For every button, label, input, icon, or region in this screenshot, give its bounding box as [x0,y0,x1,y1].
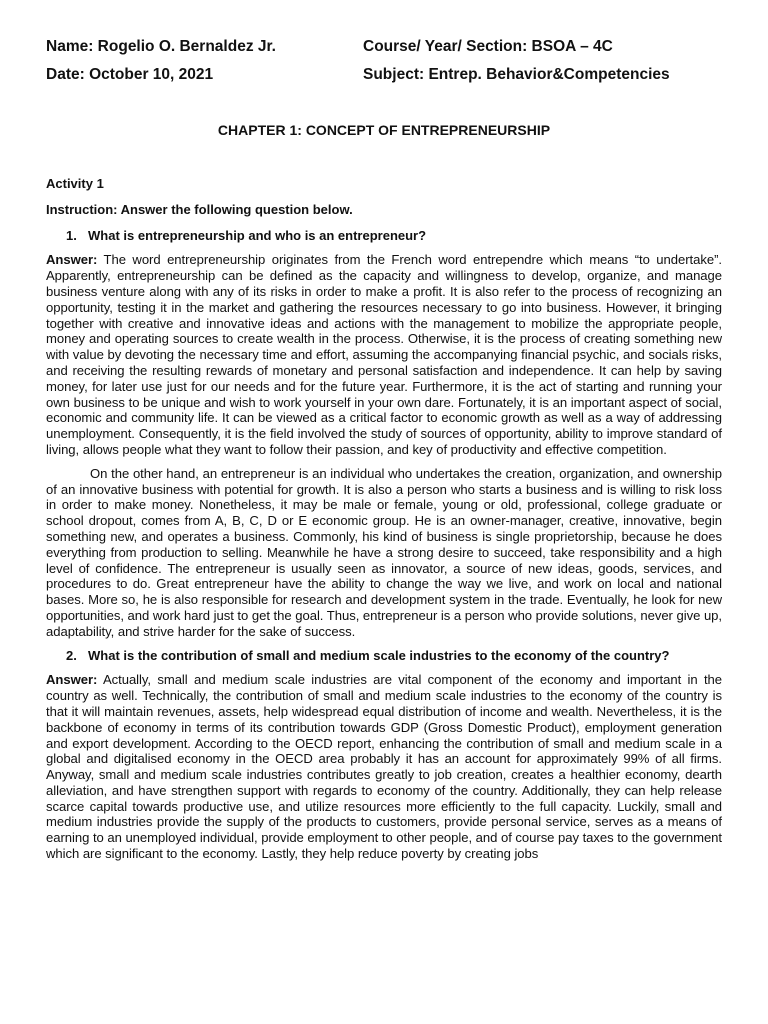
document-body [46,176,722,870]
student-name: Name: Rogelio O. Bernaldez Jr. [46,38,276,55]
activity-heading: Activity 1 [46,176,104,191]
subject: Subject: Entrep. Behavior&Competencies [363,66,670,83]
answer-1 [46,252,722,457]
instruction-text: Instruction: Answer the following question below. [46,201,353,217]
question-text: What is the contribution of small and medium scale industries to the economy of the country? [88,647,670,663]
chapter-title: CHAPTER 1: CONCEPT OF ENTREPRENEURSHIP [217,122,551,138]
question-1 [46,228,722,244]
question-text: What is entrepreneurship and who is an entrepreneur? [88,227,427,243]
answer-text: Actually, small and medium scale industries are vital component of the economy and important in the country as well. Technically, the contribution of small and medium scale industries to the economy of the country is that it will maintain revenues, assets, help widespread equal distribution of income and wealth. Nevertheless, it is the backbone of economy in terms of its contribution towards GDP (Gross Domestic Product), employment generation and export development. According to the OECD report, enhancing the contribution of small and medium scale in a global and digitalised economy in the OECD area probably it has an account for approximately 99% of all firms. Anyway, small and medium scale industries contributes greatly to job creation, creates a healthier economy, dearth alleviation, and have strengthen support with regards to economy of the country. Additionally, they can help release scarce capital towards productive use, and utilize resources more efficiently to the full capacity. Luckily, small and medium industries provide the supply of the products to customers, provide personal service, serves as a means of earning to an unemployed individual, provide employment to other people, and of course pay taxes to the government which are significant to the economy. Lastly, they help reduce poverty by creating jobs [46,672,722,862]
answer-label: Answer: [46,252,98,268]
answer-text: The word entrepreneurship originates from the French word entrependre which means “to undertake”. Apparently, entrepreneurship can be defined as the capacity and willingness to develop, organize, and manage business venture along with any of its risks in order to make a profit. It is also refer to the process of recognizing an opportunity, testing it in the market and gathering the resources necessary to go into business. However, it bringing together with creative and innovative ideas and actions with the management to mobilize the appropriate people, money and operating sources to create wealth in the process. Otherwise, it is the process of creating something new with value by devoting the necessary time and effort, assuming the accompanying financial psychic, and socials risks, and receiving the resulting rewards of monetary and personal satisfaction and independence. It can help by saving money, for later use just for our needs and for the future year. Furthermore, it is the act of starting and running your own business to be unique and wish to work yourself in your own dare. Fortunately, it is an important aspect of social, economic and community life. It can be viewed as a critical factor to economic growth as well as a way of addressing unemployment. Consequently, it is the field involved the study of sources of opportunity, ability to improve standard of living, allows people what they want to follow their passion, and key of productivity and effective competition. [46,252,722,457]
document-page [46,0,722,1024]
question-number: 1. [66,227,77,243]
answer-1-continuation: On the other hand, an entrepreneur is an individual who undertakes the creation, organization, and ownership of an innovative business with potential for growth. It is also a person who starts a business and is willing to risk loss in order to make money. Nonetheless, it may be male or female, young or old, professional, college graduate or school dropout, comes from A, B, C, D or E economic group. He is an owner-manager, creative, innovative, begin something new, and operates a business. Commonly, his kind of business is single proprietorship, because he does everything from production to selling. Meanwhile he have a strong desire to succeed, take responsibility and a high level of confidence. The entrepreneur is usually seen as innovator, a source of new ideas, goods, services, and procedures to do. Great entrepreneur have the ability to change the way we live, and work on local and national bases. More so, he is also responsible for research and development system in the trade. Eventually, he look for new opportunities, and work hard just to get the goal. Thus, entrepreneur is a person who provide solutions, never give up, adaptability, and strive harder for the sake of success. [46,465,722,639]
answer-2 [46,672,722,862]
submission-date: Date: October 10, 2021 [46,66,214,83]
question-2 [46,648,722,664]
course-year-section: Course/ Year/ Section: BSOA – 4C [363,38,613,55]
answer-label: Answer: [46,672,98,688]
question-number: 2. [66,647,77,663]
